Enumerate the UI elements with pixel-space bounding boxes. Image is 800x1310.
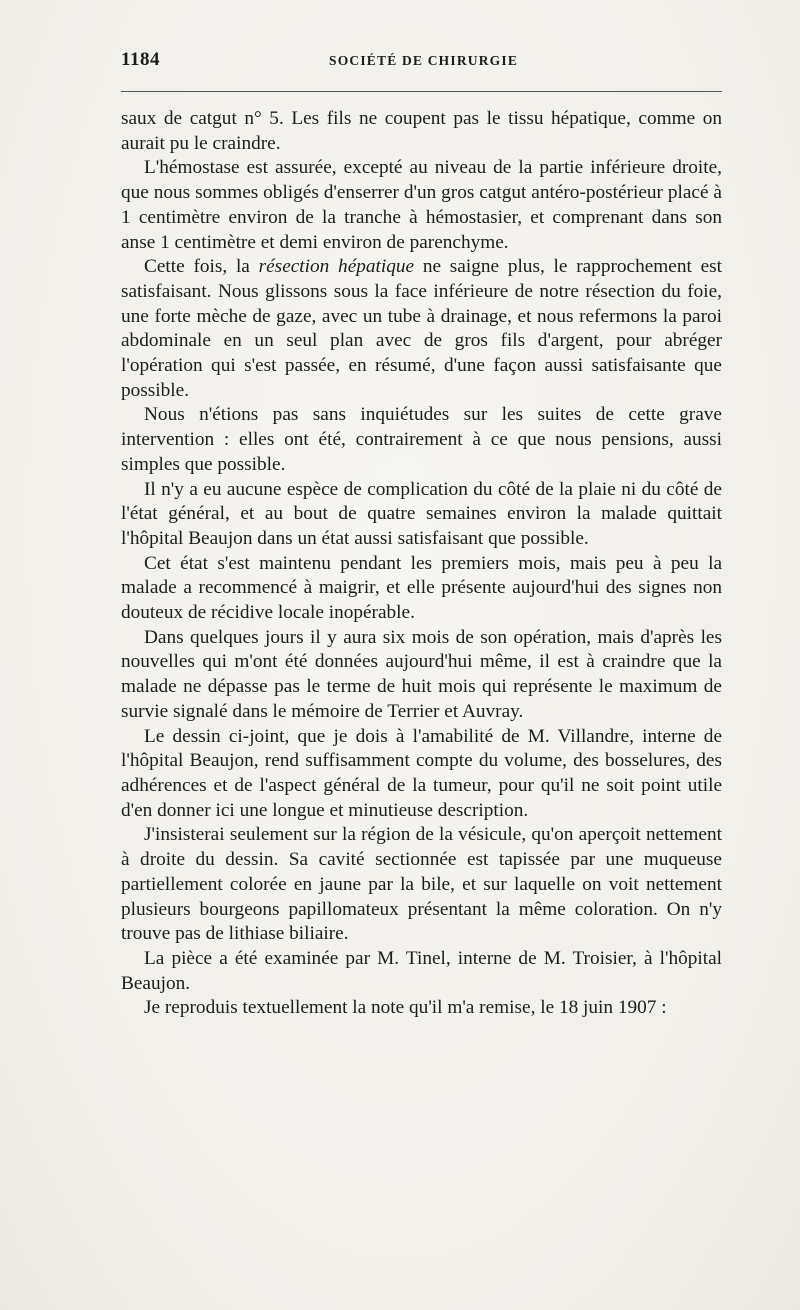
page-header [121,47,721,75]
paragraph: Cet état s'est maintenu pendant les premiers mois, mais peu à peu la malade a recommencé à maigrir, et elle présente aujourd'hui des signes non douteux de récidive locale inopérable. [121,552,722,624]
paragraph: Il n'y a eu aucune espèce de complication du côté de la plaie ni du côté de l'état général, et au bout de quatre semaines environ la malade quittait l'hôpital Beaujon dans un état aussi satisfaisant que possible. [121,478,722,549]
paragraph [121,255,722,403]
page-number: 1184 [121,49,160,70]
paragraph-text: Cette fois, la [144,256,259,278]
paragraph: L'hémostase est assurée, excepté au niveau de la partie inférieure droite, que nous sommes obligés d'enserrer d'un gros catgut antéro-postérieur placé à 1 centimètre environ de la tranche à hémostasier, et comprenant dans son anse 1 centimètre et demi environ de parenchyme. [121,157,722,253]
paragraph: Nous n'étions pas sans inquiétudes sur les suites de cette grave intervention : elles ont été, contrairement à ce que nous pensions, aussi simples que possible. [121,404,722,475]
running-head: SOCIÉTÉ DE CHIRURGIE [329,53,519,68]
paragraph-text: ne saigne plus, le rapprochement est satisfaisant. Nous glissons sous la face inférieure de notre résection du foie, une forte mèche de gaze, avec un tube à drainage, et nous refermons la paroi abdominale en un seul plan avec de gros fils d'argent, pour abréger l'opération qui s'est passée, en résumé, d'une façon aussi satisfaisante que possible. [121,256,723,401]
paragraph: Je reproduis textuellement la note qu'il m'a remise, le 18 juin 1907 : [144,997,667,1019]
paragraph: La pièce a été examinée par M. Tinel, interne de M. Troisier, à l'hôpital Beaujon. [121,947,722,994]
paragraph: Le dessin ci-joint, que je dois à l'amabilité de M. Villandre, interne de l'hôpital Beaujon, rend suffisamment compte du volume, des bosselures, des adhérences et de l'aspect général de la tumeur, pour qu'il ne soit point utile d'en donner ici une longue et minutieuse description. [121,725,722,821]
body-text [121,107,722,1021]
italic-term: résection hépatique [258,256,415,278]
header-rule [121,91,722,92]
paragraph: Dans quelques jours il y aura six mois de son opération, mais d'après les nouvelles qui m'ont été données aujourd'hui même, il est à craindre que la malade ne dépasse pas le terme de huit mois qui représente le maximum de survie signalé dans le mémoire de Terrier et Auvray. [121,626,722,722]
paragraph: J'insisterai seulement sur la région de la vésicule, qu'on aperçoit nettement à droite du dessin. Sa cavité sectionnée est tapissée par une muqueuse partiellement colorée en jaune par la bile, et sur laquelle on voit nettement plusieurs bourgeons papillomateux présentant la même coloration. On n'y trouve pas de lithiase biliaire. [121,824,722,945]
paragraph: saux de catgut n° 5. Les fils ne coupent pas le tissu hépatique, comme on aurait pu le craindre. [121,108,722,154]
